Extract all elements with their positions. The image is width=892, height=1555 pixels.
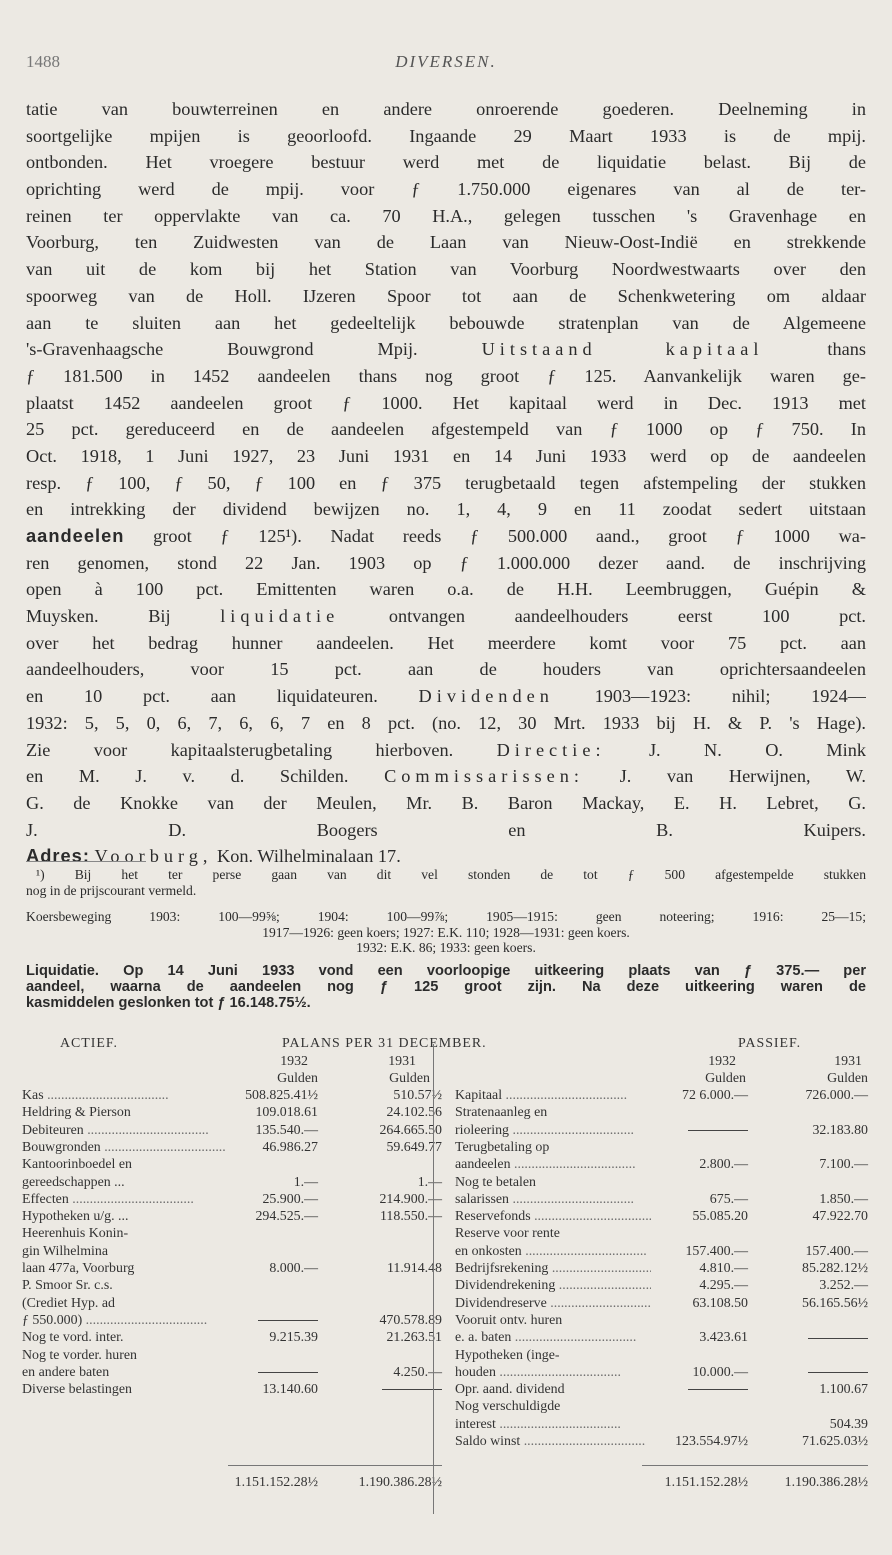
passief-item-label: Bedrijfsrekening ..... <box>455 1261 651 1277</box>
passief-1932-value: 2.800.— <box>699 1157 748 1173</box>
passief-1932-value <box>642 1382 748 1398</box>
aandeelen-heading: aandeelen <box>26 525 125 546</box>
koers-line: 1917—1926: geen koers; 1927: E.K. 110; 1928—1931: geen koers. <box>262 924 630 940</box>
company-description <box>26 96 866 870</box>
passief-item-label: Vooruit ontv. huren <box>455 1312 563 1328</box>
passief-1931-value: 504.39 <box>829 1416 868 1432</box>
passief-1932-value <box>642 1123 748 1139</box>
passief-item-label: salarissen ..... <box>455 1192 651 1208</box>
footnote <box>26 867 866 898</box>
passief-item-label: rioleering ..... <box>455 1123 651 1139</box>
body-line: 's-Gravenhaagsche Bouwgrond Mpij. Uitstaand kapitaal thans <box>26 339 866 360</box>
section-commissarissen: Commissarissen: <box>384 766 585 787</box>
actief-1931-value: 4.250.— <box>393 1364 442 1380</box>
actief-item-label: en andere baten <box>22 1364 110 1380</box>
body-line: 25 pct. gereduceerd en de aandeelen afgestempeld van ƒ 1000 op ƒ 750. In <box>26 419 866 440</box>
footnote-line: nog in de prijscourant vermeld. <box>26 882 197 898</box>
actief-item-label: Diverse belastingen <box>22 1382 132 1398</box>
body-line: en 10 pct. aan liquidateuren. Dividenden 1903—1923: nihil; 1924— <box>26 686 866 707</box>
actief-item-label: Heerenhuis Konin- <box>22 1226 129 1242</box>
balance-row <box>22 1399 870 1416</box>
passief-1931-value: 85.282.12½ <box>802 1261 868 1276</box>
passief-1931-value: 1.100.67 <box>819 1382 868 1398</box>
body-line: aandeelhouders, voor 15 pct. aan de houders van oprichtersaandeelen <box>26 659 866 680</box>
actief-item-label: ƒ 550.000) ..... <box>22 1313 232 1329</box>
actief-item-label: gereedschappen ... <box>22 1174 125 1190</box>
passief-item-label: Kapitaal ..... <box>455 1088 651 1104</box>
body-line: plaatst 1452 aandeelen groot ƒ 1000. Het kapitaal werd in Dec. 1913 met <box>26 392 866 413</box>
passief-1931-value: 157.400.— <box>805 1243 868 1259</box>
body-line: Muysken. Bij liquidatie ontvangen aandeelhouders eerst 100 pct. <box>26 606 866 627</box>
actief-1932-value: 508.825.41½ <box>245 1088 318 1103</box>
balance-divider <box>433 1044 434 1514</box>
body-line: open à 100 pct. Emittenten waren o.a. de H.H. Leembruggen, Guépin & <box>26 579 866 600</box>
total-actief-1932: 1.151.152.28½ <box>234 1475 318 1491</box>
passief-1931-value: 1.850.— <box>819 1191 868 1207</box>
balance-row <box>22 1278 870 1295</box>
page-header <box>26 52 866 80</box>
passief-1932-value: 63.108.50 <box>692 1295 748 1311</box>
actief-item-label: Heldring & Pierson <box>22 1105 131 1121</box>
section-uitstaand-kapitaal: Uitstaand kapitaal <box>481 339 764 360</box>
body-line: resp. ƒ 100, ƒ 50, ƒ 100 en ƒ 375 terugbetaald tegen afstempeling der stukken <box>26 472 866 493</box>
actief-1932-value: 25.900.— <box>262 1191 318 1207</box>
balance-row <box>22 1330 870 1347</box>
balance-row <box>22 1348 870 1365</box>
actief-1931-value <box>342 1382 442 1398</box>
actief-item-label: Nog te vorder. huren <box>22 1347 137 1363</box>
balance-row <box>22 1365 870 1382</box>
passief-item-label: Dividendreserve ..... <box>455 1296 651 1312</box>
actief-1931-value: 59.649.77 <box>386 1139 442 1155</box>
passief-1932-value: 157.400.— <box>685 1243 748 1259</box>
actief-1931-value: 11.914.48 <box>386 1261 442 1276</box>
total-passief-1932: 1.151.152.28½ <box>664 1475 748 1491</box>
actief-1931-value: 118.550.— <box>380 1209 442 1225</box>
footnote-line: ¹) Bij het ter perse gaan van dit vel stonden de tot ƒ 500 afgestempelde stukken <box>36 867 866 882</box>
actief-1931-value: 264.665.50 <box>379 1122 442 1138</box>
passief-1932-value: 123.554.97½ <box>675 1434 748 1449</box>
body-line: tatie van bouwterreinen en andere onroerende goederen. Deelneming in <box>26 99 866 119</box>
year-header: 1932 1931 1932 1931 <box>280 1054 862 1069</box>
balance-sheet <box>22 1036 870 1501</box>
actief-item-label: Kas ..... <box>22 1088 232 1104</box>
balance-rows <box>22 1088 870 1451</box>
section-liquidatie: liquidatie <box>220 606 340 627</box>
body-line: Oct. 1918, 1 Juni 1927, 23 Juni 1931 en 14 Juni 1933 werd op de aandeelen <box>26 445 866 466</box>
actief-1932-value: 1.— <box>293 1174 318 1190</box>
passief-1932-value: 10.000.— <box>692 1364 748 1380</box>
passief-1931-value: 56.165.56½ <box>802 1295 868 1311</box>
balance-row <box>22 1157 870 1174</box>
actief-1932-value: 46.986.27 <box>262 1139 318 1155</box>
body-line: 1932: 5, 5, 0, 6, 7, 6, 6, 7 en 8 pct. (no. 12, 30 Mrt. 1933 bij H. & P. 's Hage). <box>26 712 866 733</box>
liquidatie-label: Liquidatie. <box>26 963 99 979</box>
body-line: J. D. Boogers en B. Kuipers. <box>26 819 866 840</box>
balance-row <box>22 1192 870 1209</box>
balance-totals <box>22 1451 870 1501</box>
passief-item-label: Dividendrekening ..... <box>455 1278 651 1294</box>
actief-label: ACTIEF. <box>60 1036 118 1051</box>
koersbeweging <box>26 909 866 956</box>
body-line: Zie voor kapitaalsterugbetaling hierboven. Directie: J. N. O. Mink <box>26 739 866 760</box>
body-line: oprichting werd de mpij. voor ƒ 1.750.000 eigenares van al de ter- <box>26 179 866 200</box>
unit-header: Gulden Gulden Gulden Gulden <box>277 1071 868 1086</box>
balance-row <box>22 1296 870 1313</box>
body-line: soortgelijke mpijen is geoorloofd. Ingaande 29 Maart 1933 is de mpij. <box>26 125 866 146</box>
body-line: aan te sluiten aan het gedeeltelijk bebouwde stratenplan van de Algemeene <box>26 312 866 333</box>
body-line: ren genomen, stond 22 Jan. 1903 op ƒ 1.000.000 dezer aand. de inschrijving <box>26 552 866 573</box>
passief-item-label: e. a. baten ..... <box>455 1330 651 1346</box>
balance-row <box>22 1382 870 1399</box>
total-actief-1931: 1.190.386.28½ <box>358 1475 442 1491</box>
section-directie: Directie: <box>496 739 606 760</box>
actief-item-label: laan 477a, Voorburg <box>22 1261 135 1276</box>
body-line: spoorweg van de Holl. IJzeren Spoor tot aan de Schenkwetering om aldaar <box>26 285 866 306</box>
actief-1932-value <box>228 1365 318 1381</box>
passief-item-label: interest ..... <box>455 1417 651 1433</box>
passief-1931-value: 3.252.— <box>819 1278 868 1294</box>
balance-row <box>22 1088 870 1105</box>
body-line: Adres: Voorburg, Kon. Wilhelminalaan 17. <box>26 845 401 867</box>
body-line: Voorburg, ten Zuidwesten van de Laan van Nieuw-Oost-Indië en strekkende <box>26 232 866 253</box>
passief-item-label: en onkosten ..... <box>455 1244 651 1260</box>
liquidatie-note: Liquidatie. Op 14 Juni 1933 vond een voorloopige uitkeering plaats van ƒ 375.— per aandeel, waarna de aandeelen nog ƒ 125 groot zijn. Na deze uitkeering waren de kasmiddelen geslonken tot ƒ 16.148.75½. <box>26 963 866 1011</box>
passief-1931-value: 47.922.70 <box>812 1209 868 1225</box>
balance-row <box>22 1261 870 1278</box>
passief-item-label: Terugbetaling op <box>455 1139 550 1155</box>
passief-label: PASSIEF. <box>738 1036 802 1051</box>
passief-item-label: Opr. aand. dividend <box>455 1382 565 1398</box>
actief-1932-value: 8.000.— <box>269 1261 318 1276</box>
section-dividenden: Dividenden <box>418 686 554 707</box>
passief-1932-value: 55.085.20 <box>692 1209 748 1225</box>
passief-1932-value: 4.810.— <box>699 1261 748 1276</box>
balance-row <box>22 1123 870 1140</box>
running-title: DIVERSEN. <box>395 52 497 71</box>
koers-line: 1932: E.K. 86; 1933: geen koers. <box>356 940 536 955</box>
body-line: en intrekking der dividend bewijzen no. 1, 4, 9 en 11 zoodat sedert uitstaan <box>26 499 866 520</box>
passief-item-label: aandeelen ..... <box>455 1157 651 1173</box>
body-line: en M. J. v. d. Schilden. Commissarissen: J. van Herwijnen, W. <box>26 766 866 787</box>
balance-row <box>22 1417 870 1434</box>
body-line: over het bedrag hunner aandeelen. Het meerdere komt voor 75 pct. aan <box>26 632 866 653</box>
actief-item-label: Hypotheken u/g. ... <box>22 1209 129 1225</box>
actief-1932-value: 9.215.39 <box>269 1330 318 1346</box>
balance-row <box>22 1226 870 1243</box>
passief-1931-value: 71.625.03½ <box>802 1434 868 1449</box>
actief-1932-value: 13.140.60 <box>262 1382 318 1398</box>
passief-1932-value: 4.295.— <box>699 1278 748 1294</box>
body-line: aandeelen groot ƒ 125¹). Nadat reeds ƒ 500.000 aand., groot ƒ 1000 wa- <box>26 525 866 546</box>
passief-item-label: Nog verschuldigde <box>455 1399 561 1415</box>
passief-1932-value: 72 6.000.— <box>682 1088 748 1103</box>
actief-1931-value: 470.578.89 <box>379 1312 442 1328</box>
actief-1932-value: 109.018.61 <box>255 1105 318 1121</box>
passief-1931-value: 7.100.— <box>819 1157 868 1173</box>
actief-1931-value: 1.— <box>417 1174 442 1190</box>
passief-item-label: Nog te betalen <box>455 1174 536 1190</box>
actief-item-label: (Crediet Hyp. ad <box>22 1295 115 1311</box>
body-line: ƒ 181.500 in 1452 aandeelen thans nog groot ƒ 125. Aanvankelijk waren ge- <box>26 365 866 386</box>
actief-1931-value: 24.102.56 <box>386 1105 442 1121</box>
passief-1931-value: 726.000.— <box>805 1088 868 1103</box>
body-line: reinen ter oppervlakte van ca. 70 H.A., gelegen tusschen 's Gravenhage en <box>26 205 866 226</box>
passief-item-label: houden ..... <box>455 1365 651 1381</box>
balance-row <box>22 1244 870 1261</box>
actief-item-label: Bouwgronden ..... <box>22 1140 232 1156</box>
actief-item-label: Effecten ..... <box>22 1192 232 1208</box>
balance-row <box>22 1140 870 1157</box>
passief-1931-value: 32.183.80 <box>812 1122 868 1138</box>
page-number: 1488 <box>26 52 60 71</box>
balance-row <box>22 1209 870 1226</box>
actief-item-label: gin Wilhelmina <box>22 1243 108 1259</box>
passief-item-label: Reservefonds ..... <box>455 1209 651 1225</box>
passief-1932-value: 3.423.61 <box>699 1330 748 1346</box>
passief-item-label: Reserve voor rente <box>455 1226 560 1242</box>
balance-header <box>22 1036 870 1054</box>
passief-item-label: Saldo winst ..... <box>455 1434 651 1450</box>
balance-title: PALANS PER 31 DECEMBER. <box>282 1036 487 1051</box>
body-line: G. de Knokke van der Meulen, Mr. B. Baron Mackay, E. H. Lebret, G. <box>26 792 866 813</box>
adres-label: Adres: <box>26 845 90 867</box>
actief-1931-value: 510.57½ <box>393 1088 442 1103</box>
passief-item-label: Stratenaanleg en <box>455 1105 548 1121</box>
actief-item-label: Nog te vord. inter. <box>22 1330 124 1346</box>
actief-1932-value <box>228 1313 318 1329</box>
actief-1932-value: 294.525.— <box>255 1209 318 1225</box>
balance-row <box>22 1434 870 1451</box>
total-passief-1931: 1.190.386.28½ <box>784 1475 868 1491</box>
passief-1931-value <box>758 1330 868 1346</box>
actief-1932-value: 135.540.— <box>255 1122 318 1138</box>
body-line: van uit de kom bij het Station van Voorburg Noordwestwaarts over den <box>26 259 866 280</box>
actief-item-label: Debiteuren ..... <box>22 1123 232 1139</box>
balance-row <box>22 1105 870 1122</box>
actief-item-label: P. Smoor Sr. c.s. <box>22 1278 113 1294</box>
footnote-rule <box>26 861 146 862</box>
balance-row <box>22 1175 870 1192</box>
actief-item-label: Kantoorinboedel en <box>22 1157 132 1173</box>
actief-1931-value: 21.263.51 <box>386 1330 442 1346</box>
passief-1931-value <box>758 1365 868 1381</box>
actief-1931-value: 214.900.— <box>379 1191 442 1207</box>
passief-item-label: Hypotheken (inge- <box>455 1347 560 1363</box>
passief-1932-value: 675.— <box>709 1191 748 1207</box>
balance-row <box>22 1313 870 1330</box>
koers-line: Koersbeweging 1903: 100—99⅝; 1904: 100—99⅞; 1905—1915: geen noteering; 1916: 25—15; <box>26 909 866 924</box>
body-line: ontbonden. Het vroegere bestuur werd met de liquidatie belast. Bij de <box>26 152 866 173</box>
